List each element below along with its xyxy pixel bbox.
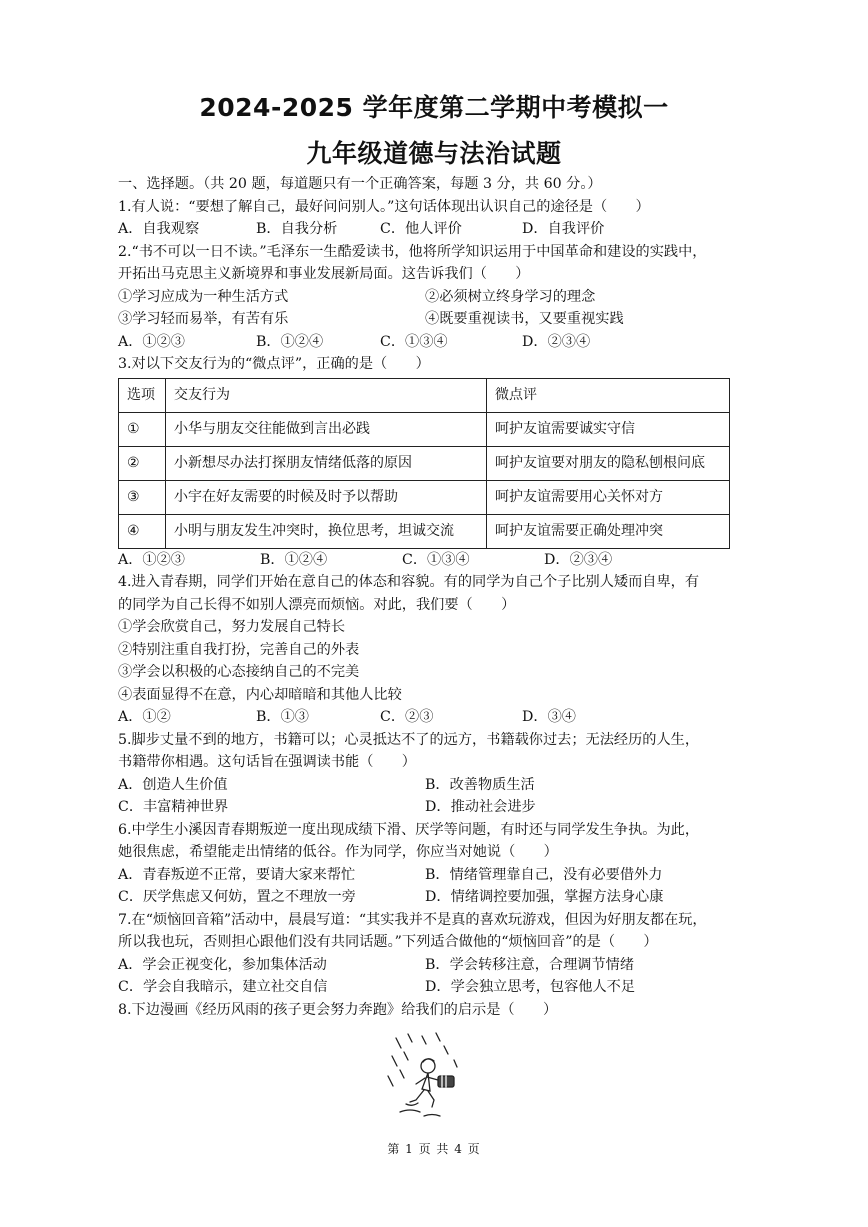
question-5-stem-line1: 5.脚步丈量不到的地方，书籍可以；心灵抵达不了的远方，书籍载你过去；无法经历的人生， [118, 731, 700, 748]
q4-option-a: A．①② [118, 709, 171, 725]
question-2-statements-row2 [118, 308, 758, 331]
table-cell: 小宇在好友需要的时候及时予以帮助 [166, 480, 487, 514]
question-3-options [118, 549, 758, 572]
question-1-options [118, 218, 758, 241]
section-heading: 一、选择题。（共 20 题，每道题只有一个正确答案，每题 3 分，共 60 分。） [118, 176, 602, 192]
table-header-cell: 微点评 [487, 378, 730, 412]
q2-option-c: C．①③④ [380, 333, 448, 350]
question-6-options-row2 [118, 886, 758, 909]
table-cell: ③ [119, 480, 166, 514]
q7-option-c: C．学会自我暗示，建立社交自信 [118, 979, 328, 995]
q4-statement-3: ③学会以积极的心态接纳自己的不完美 [118, 664, 360, 680]
question-7-stem-line2: 所以我也玩，否则担心跟他们没有共同话题。”下列适合做他的“烦恼回音”的是（ ） [118, 934, 658, 950]
question-4-stem-line2: 的同学为自己长得不如别人漂亮而烦恼。对此，我们要（ ） [118, 596, 516, 613]
table-header-row [119, 378, 730, 412]
table-cell: 呵护友谊需要诚实守信 [487, 412, 730, 446]
q3-option-c: C．①③④ [402, 551, 470, 568]
q3-option-d: D．②③④ [544, 551, 613, 568]
question-2-stem-line1: 2.“书不可以一日不读。”毛泽东一生酷爱读书，他将所学知识运用于中国革命和建设的实践中， [118, 243, 707, 260]
question-1-stem: 1.有人说：“要想了解自己，最好问问别人。”这句话体现出认识自己的途径是（ ） [118, 198, 650, 215]
q2-statement-3: ③学习轻而易举，有苦有乐 [118, 311, 289, 327]
question-6-stem-line2: 她很焦虑，希望能走出情绪的低谷。作为同学，你应当对她说（ ） [118, 844, 558, 860]
q3-option-b: B．①②④ [260, 551, 328, 568]
q5-option-c: C．丰富精神世界 [118, 799, 229, 815]
exam-content [118, 173, 758, 1021]
q2-statement-1: ①学习应成为一种生活方式 [118, 288, 289, 305]
table-cell: ④ [119, 514, 166, 548]
q5-option-d: D．推动社会进步 [425, 799, 536, 815]
question-8-stem: 8.下边漫画《经历风雨的孩子更会努力奔跑》给我们的启示是（ ） [118, 1001, 558, 1018]
table-cell: ② [119, 446, 166, 480]
question-5-stem-line2: 书籍带你相遇。这句话旨在强调读书能（ ） [118, 754, 416, 770]
question-7-options-row2 [118, 976, 758, 999]
table-header-cell: 交友行为 [166, 378, 487, 412]
question-5-options-row1 [118, 774, 758, 797]
table-row [119, 514, 730, 548]
exam-subtitle: 九年级道德与法治试题 [306, 139, 562, 168]
question-2-stem-line2: 开拓出马克思主义新境界和事业发展新局面。这告诉我们（ ） [118, 266, 530, 282]
q1-option-a: A．自我观察 [118, 221, 200, 237]
q3-option-a: A．①②③ [118, 551, 185, 568]
running-child-rain-cartoon [384, 1032, 474, 1124]
table-row [119, 480, 730, 514]
q2-option-b: B．①②④ [256, 333, 324, 350]
question-4-options [118, 706, 758, 729]
q4-statement-2: ②特别注重自我打扮，完善自己的外表 [118, 641, 360, 658]
q1-option-c: C．他人评价 [380, 221, 462, 237]
q2-statement-4: ④既要重视读书，又要重视实践 [425, 311, 624, 327]
table-cell: 呵护友谊需要用心关怀对方 [487, 480, 730, 514]
q5-option-b: B．改善物质生活 [425, 776, 535, 793]
table-row [119, 412, 730, 446]
question-6-stem-line1: 6.中学生小溪因青春期叛逆一度出现成绩下滑、厌学等问题，有时还与同学发生争执。为此， [118, 821, 700, 838]
q4-statement-1: ①学会欣赏自己，努力发展自己特长 [118, 619, 346, 635]
q2-statement-2: ②必须树立终身学习的理念 [425, 288, 596, 305]
q1-option-b: B．自我分析 [256, 221, 338, 237]
table-row [119, 446, 730, 480]
q6-option-a: A．青春叛逆不正常，要请大家来帮忙 [118, 866, 356, 883]
q5-option-a: A．创造人生价值 [118, 776, 228, 793]
table-cell: 小新想尽办法打探朋友情绪低落的原因 [166, 446, 487, 480]
question-6-options-row1 [118, 864, 758, 887]
question-7-stem-line1: 7.在“烦恼回音箱”活动中，晨晨写道：“其实我并不是真的喜欢玩游戏，但因为好朋友都在玩， [118, 911, 707, 928]
exam-title: 2024-2025 学年度第二学期中考模拟一 [199, 93, 669, 122]
page-footer: 第 1 页 共 4 页 [387, 1142, 481, 1156]
q6-option-c: C．厌学焦虑又何妨，置之不理放一旁 [118, 889, 356, 905]
question-7-options-row1 [118, 954, 758, 977]
q7-option-a: A．学会正视变化，参加集体活动 [118, 956, 327, 973]
q4-option-b: B．①③ [256, 709, 309, 725]
table-cell: 小明与朋友发生冲突时，换位思考，坦诚交流 [166, 514, 487, 548]
question-2-options [118, 331, 758, 354]
question-4-stem-line1: 4.进入青春期，同学们开始在意自己的体态和容貌。有的同学为自己个子比别人矮而自卑，有 [118, 574, 700, 590]
table-cell: ① [119, 412, 166, 446]
table-header-cell: 选项 [119, 378, 166, 412]
table-cell: 小华与朋友交往能做到言出必践 [166, 412, 487, 446]
q4-statement-4: ④表面显得不在意，内心却暗暗和其他人比较 [118, 686, 402, 703]
q6-option-d: D．情绪调控要加强，掌握方法身心康 [425, 889, 664, 905]
question-3-stem: 3.对以下交友行为的“微点评”，正确的是（ ） [118, 356, 430, 372]
q4-option-c: C．②③ [380, 709, 434, 725]
q7-option-d: D．学会独立思考，包容他人不足 [425, 979, 636, 995]
table-cell: 呵护友谊要对朋友的隐私刨根问底 [487, 446, 730, 480]
table-cell: 呵护友谊需要正确处理冲突 [487, 514, 730, 548]
q2-option-a: A．①②③ [118, 333, 185, 350]
q1-option-d: D．自我评价 [522, 221, 605, 237]
q2-option-d: D．②③④ [522, 333, 591, 350]
q7-option-b: B．学会转移注意，合理调节情绪 [425, 956, 635, 973]
q6-option-b: B．情绪管理靠自己，没有必要借外力 [425, 866, 663, 883]
question-3-table [118, 378, 730, 549]
question-5-options-row2 [118, 796, 758, 819]
q4-option-d: D．③④ [522, 709, 576, 725]
question-2-statements-row1 [118, 286, 758, 309]
